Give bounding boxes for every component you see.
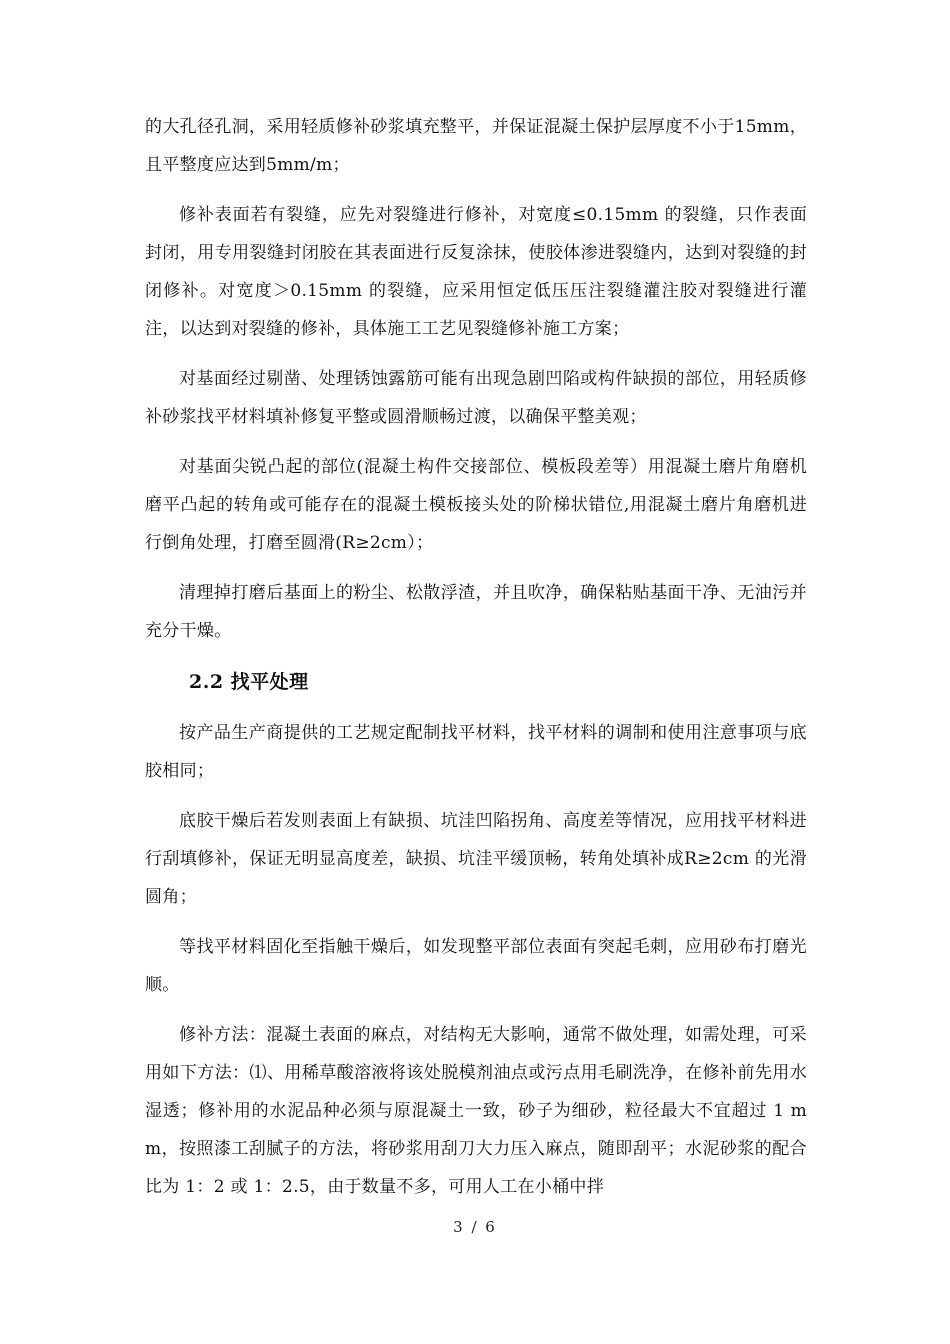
paragraph-cleaning: 清理掉打磨后基面上的粉尘、松散浮渣，并且吹净，确保粘贴基面干净、无油污并充分干燥。: [145, 583, 807, 641]
section-heading-leveling: 2.2 找平处理: [189, 671, 309, 693]
paragraph-leveling-material: 按产品生产商提供的工艺规定配制找平材料，找平材料的调制和使用注意事项与底胶相同；: [145, 723, 807, 781]
paragraph-repair-method: 修补方法：混凝土表面的麻点，对结构无大影响，通常不做处理，如需处理，可采用如下方法：⑴、用稀草酸溶液将该处脱模剂油点或污点用毛刷洗净，在修补前先用水湿透；修补用的水泥品种必须与原混凝土一致，砂子为细砂，粒径最大不宜超过 1 mm，按照漆工刮腻子的方法，将砂浆用刮刀大力压入麻点，随即刮平；水泥砂浆的配合比为 1：2 或 1：2.5，由于数量不多，可用人工在小桶中拌: [145, 1025, 807, 1197]
paragraph-sanding: 等找平材料固化至指触干燥后，如发现整平部位表面有突起毛刺，应用砂布打磨光顺。: [145, 937, 807, 995]
document-body: [145, 108, 807, 1206]
page-number: 3 / 6: [453, 1218, 497, 1236]
paragraph-continuation: 的大孔径孔洞，采用轻质修补砂浆填充整平，并保证混凝土保护层厚度不小于15mm，且平整度应达到5mm/m；: [145, 117, 807, 175]
paragraph-crack-repair: 修补表面若有裂缝，应先对裂缝进行修补，对宽度≤0.15mm 的裂缝，只作表面封闭，用专用裂缝封闭胶在其表面进行反复涂抹，使胶体渗进裂缝内，达到对裂缝的封闭修补。对宽度＞0.15mm 的裂缝，应采用恒定低压压注裂缝灌注胶对裂缝进行灌注，以达到对裂缝的修补，具体施工工艺见裂缝修补施工方案；: [145, 205, 807, 339]
paragraph-defect-fill: 底胶干燥后若发则表面上有缺损、坑洼凹陷拐角、高度差等情况，应用找平材料进行刮填修补，保证无明显高度差，缺损、坑洼平缓顶畅，转角处填补成R≥2cm 的光滑圆角；: [145, 811, 807, 907]
paragraph-protrusion-grinding: 对基面尖锐凸起的部位(混凝土构件交接部位、模板段差等）用混凝土磨片角磨机磨平凸起的转角或可能存在的混凝土模板接头处的阶梯状错位,用混凝土磨片角磨机进行倒角处理，打磨至圆滑(R≥2cm）；: [145, 457, 807, 553]
paragraph-depression-fill: 对基面经过剔凿、处理锈蚀露筋可能有出现急剧凹陷或构件缺损的部位，用轻质修补砂浆找平材料填补修复平整或圆滑顺畅过渡，以确保平整美观；: [145, 369, 807, 427]
